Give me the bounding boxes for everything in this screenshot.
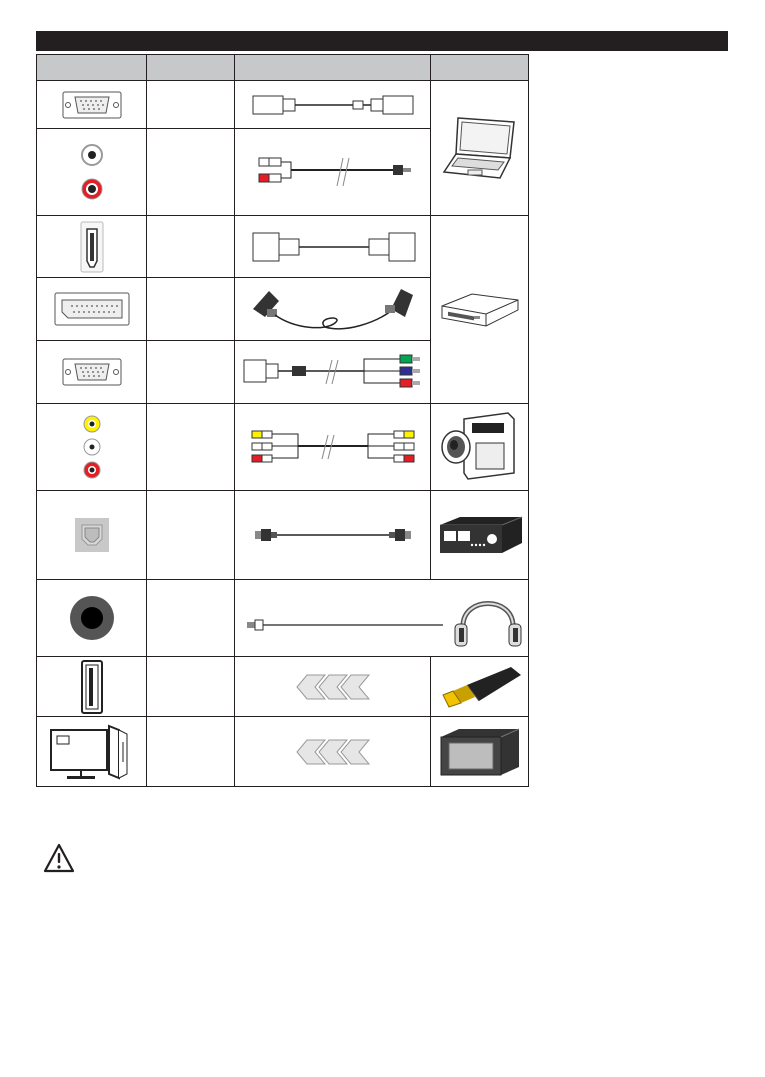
composite-av-cable-icon	[235, 404, 431, 491]
hdmi-cable-icon	[235, 216, 431, 278]
optical-cable-icon	[235, 491, 431, 580]
rca-to-minijack-cable-icon	[235, 129, 431, 216]
table-header-row	[37, 55, 529, 81]
component-vga-port-icon	[37, 341, 147, 404]
table-row	[37, 657, 529, 717]
warning-icon	[43, 843, 75, 875]
table-row	[37, 491, 529, 580]
type-cell	[147, 404, 235, 491]
header-cables	[235, 55, 431, 81]
table-row	[37, 580, 529, 657]
type-cell	[147, 717, 235, 787]
dvd-player-icon	[431, 216, 529, 404]
type-cell	[147, 129, 235, 216]
header-connector	[37, 55, 147, 81]
insert-arrows-icon	[235, 717, 431, 787]
type-cell	[147, 278, 235, 341]
ci-slot-icon	[37, 717, 147, 787]
spdif-optical-port-icon	[37, 491, 147, 580]
insert-arrows-icon	[235, 657, 431, 717]
hdmi-port-icon	[37, 216, 147, 278]
table-row	[37, 404, 529, 491]
laptop-icon	[431, 81, 529, 216]
scart-cable-icon	[235, 278, 431, 341]
vga-to-component-cable-icon	[235, 341, 431, 404]
connections-table	[36, 54, 529, 787]
usb-port-icon	[37, 657, 147, 717]
table-row	[37, 717, 529, 787]
audio-in-port-icon	[37, 129, 147, 216]
av-in-port-icon	[37, 404, 147, 491]
type-cell	[147, 341, 235, 404]
audio-amplifier-icon	[431, 491, 529, 580]
scart-port-icon	[37, 278, 147, 341]
cam-module-icon	[431, 717, 529, 787]
header-type	[147, 55, 235, 81]
type-cell	[147, 491, 235, 580]
table-row	[37, 216, 529, 278]
type-cell	[147, 216, 235, 278]
type-cell	[147, 81, 235, 129]
section-title-bar	[36, 31, 728, 51]
table-row	[37, 81, 529, 129]
camcorder-icon	[431, 404, 529, 491]
headphone-cable-icon	[235, 580, 529, 657]
vga-cable-icon	[235, 81, 431, 129]
vga-port-icon	[37, 81, 147, 129]
usb-stick-icon	[431, 657, 529, 717]
header-device	[431, 55, 529, 81]
headphone-port-icon	[37, 580, 147, 657]
type-cell	[147, 580, 235, 657]
type-cell	[147, 657, 235, 717]
